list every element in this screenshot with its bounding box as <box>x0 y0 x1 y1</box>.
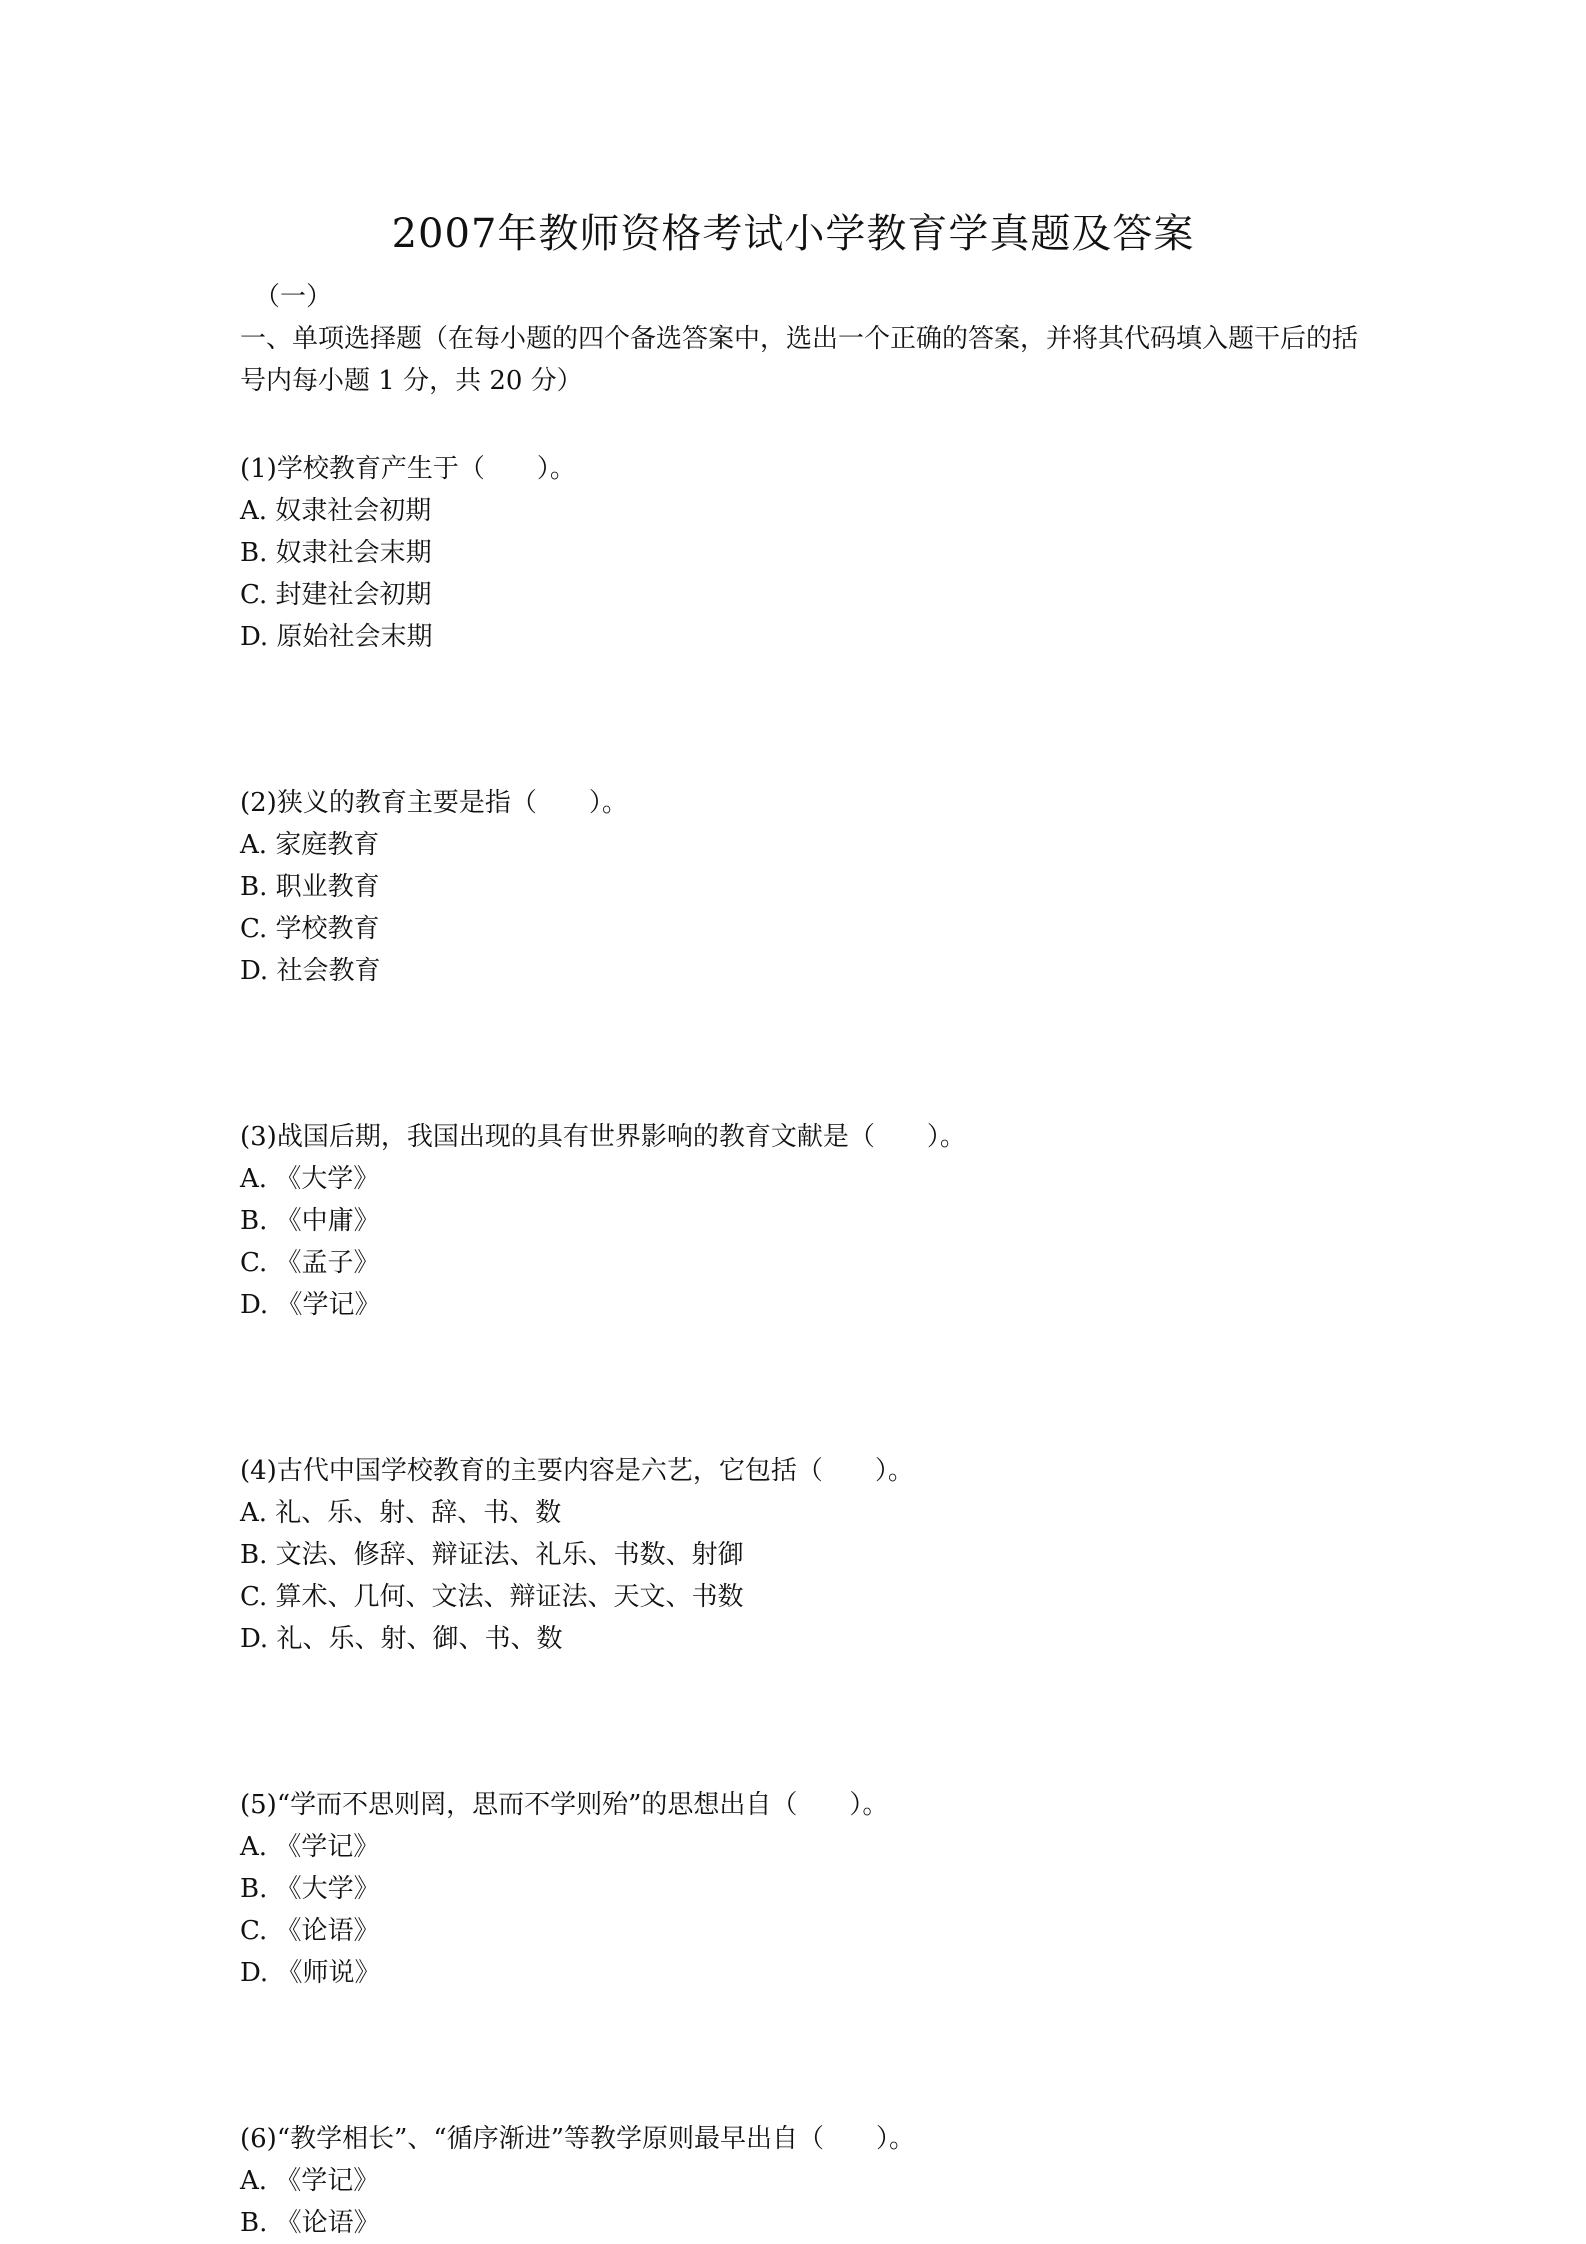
question-1 <box>240 448 1360 658</box>
question-stem: (5)“学而不思则罔，思而不学则殆”的思想出自（ ）。 <box>240 1790 889 1820</box>
question-stem: (2)狭义的教育主要是指（ ）。 <box>240 788 628 818</box>
answer-option: C. 封建社会初期 <box>240 580 432 610</box>
question-spacer <box>240 402 1360 448</box>
document-body <box>240 276 1360 2244</box>
answer-option: C. 算术、几何、文法、辩证法、天文、书数 <box>240 1582 744 1612</box>
question-4 <box>240 1450 1360 1660</box>
answer-option: D. 《师说》 <box>240 1958 381 1988</box>
answer-option: B. 《大学》 <box>240 1874 380 1904</box>
answer-option: A. 《学记》 <box>240 2166 380 2196</box>
question-3 <box>240 1116 1360 1326</box>
question-stem: (3)战国后期，我国出现的具有世界影响的教育文献是（ ）。 <box>240 1122 966 1152</box>
answer-option: B. 文法、修辞、辩证法、礼乐、书数、射御 <box>240 1540 744 1570</box>
answer-option: A. 礼、乐、射、辞、书、数 <box>240 1498 562 1528</box>
question-stem: (1)学校教育产生于（ ）。 <box>240 454 576 484</box>
answer-option: D. 《学记》 <box>240 1290 381 1320</box>
question-stem: (4)古代中国学校教育的主要内容是六艺，它包括（ ）。 <box>240 1456 914 1486</box>
question-spacer <box>240 1326 1360 1450</box>
answer-option: B. 《中庸》 <box>240 1206 380 1236</box>
answer-option: A. 《学记》 <box>240 1832 380 1862</box>
answer-option: A. 《大学》 <box>240 1164 380 1194</box>
question-spacer <box>240 658 1360 782</box>
answer-option: B. 奴隶社会末期 <box>240 538 432 568</box>
answer-option: C. 《孟子》 <box>240 1248 380 1278</box>
question-2 <box>240 782 1360 992</box>
instructions: 一、单项选择题（在每小题的四个备选答案中，选出一个正确的答案，并将其代码填入题干后的括号内每小题 1 分，共 20 分） <box>240 324 1359 396</box>
answer-option: C. 学校教育 <box>240 914 380 944</box>
answer-option: D. 礼、乐、射、御、书、数 <box>240 1624 563 1654</box>
answer-option: B. 职业教育 <box>240 872 380 902</box>
answer-option: D. 原始社会末期 <box>240 622 433 652</box>
document-title: 2007年教师资格考试小学教育学真题及答案 <box>391 211 1195 257</box>
question-5 <box>240 1784 1360 1994</box>
question-spacer <box>240 1994 1360 2118</box>
question-6 <box>240 2118 1360 2244</box>
answer-option: C. 《论语》 <box>240 1916 380 1946</box>
answer-option: D. 社会教育 <box>240 956 381 986</box>
answer-option: A. 奴隶社会初期 <box>240 496 432 526</box>
answer-option: A. 家庭教育 <box>240 830 380 860</box>
question-stem: (6)“教学相长”、“循序渐进”等教学原则最早出自（ ）。 <box>240 2124 915 2154</box>
question-spacer <box>240 1660 1360 1784</box>
question-list <box>240 402 1360 2244</box>
answer-option: B. 《论语》 <box>240 2208 380 2238</box>
section-number: （一） <box>254 282 333 312</box>
question-spacer <box>240 992 1360 1116</box>
